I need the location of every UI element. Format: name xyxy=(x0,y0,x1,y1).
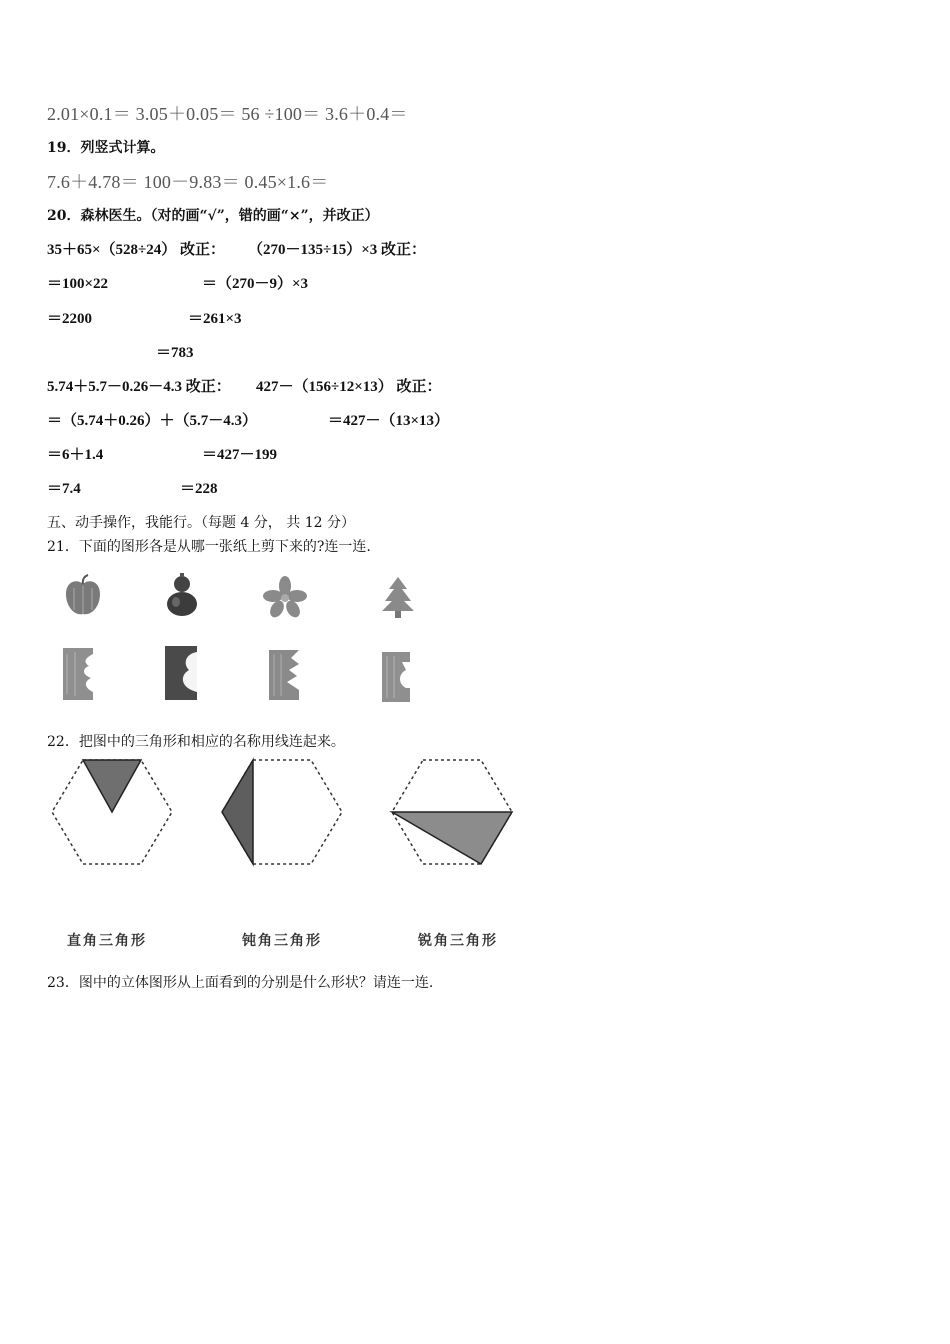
gourd-icon xyxy=(162,572,202,620)
section5-title: 五、动手操作，我能行。（每题 4 分， 共 12 分） xyxy=(47,515,355,531)
hexagon-figure-2 xyxy=(220,758,344,866)
q19-row: 7.6＋4.78＝ 100－9.83＝ 0.45×1.6＝ xyxy=(47,172,329,192)
q20-p4-line2: ＝427－199 xyxy=(202,447,278,463)
q21-title: 21．下面的图形各是从哪一张纸上剪下来的?连一连. xyxy=(47,539,371,555)
q20-p1-line1: ＝100×22 xyxy=(47,276,109,292)
label-acute-triangle: 锐角三角形 xyxy=(418,933,498,949)
label-obtuse-triangle: 钝角三角形 xyxy=(242,933,322,949)
q20-p3-line3: ＝7.4 xyxy=(47,481,81,497)
q23-title: 23．图中的立体图形从上面看到的分别是什么形状？请连一连. xyxy=(47,975,434,991)
q20-p4-line3: ＝228 xyxy=(180,481,218,497)
tree-icon xyxy=(378,575,418,619)
q20-p3-line0: 5.74＋5.7－0.26－4.3 改正： xyxy=(47,379,231,395)
q20-p1-line0: 35＋65×（528÷24） 改正： xyxy=(47,242,226,258)
label-right-triangle: 直角三角形 xyxy=(67,933,147,949)
hexagon-figure-1 xyxy=(50,758,174,866)
q19-title: 19．列竖式计算。 xyxy=(47,140,165,156)
q22-title: 22．把图中的三角形和相应的名称用线连起来。 xyxy=(47,734,345,750)
q20-p4-line1: ＝427－（13×13） xyxy=(328,413,450,429)
paper-2 xyxy=(165,646,199,700)
calc-row-1: 2.01×0.1＝ 3.05＋0.05＝ 56 ÷100＝ 3.6＋0.4＝ xyxy=(47,104,408,124)
paper-1 xyxy=(63,648,95,700)
paper-3 xyxy=(269,650,301,700)
q20-p2-line1: ＝（270－9）×3 xyxy=(202,276,309,292)
apple-icon xyxy=(60,574,106,620)
paper-4 xyxy=(382,652,412,702)
q20-p4-line0: 427－（156÷12×13） 改正： xyxy=(256,379,442,395)
q20-p2-line2: ＝261×3 xyxy=(188,311,242,327)
q20-p3-line2: ＝6＋1.4 xyxy=(47,447,104,463)
q20-title: 20．森林医生。（对的画“√”，错的画“×”，并改正） xyxy=(47,208,379,224)
q20-p2-line0: （270－135÷15）×3 改正： xyxy=(248,242,427,258)
q20-p1-line2: ＝2200 xyxy=(47,311,93,327)
hexagon-figure-3 xyxy=(390,758,514,866)
q20-p2-line3: ＝783 xyxy=(156,345,194,361)
q20-p3-line1: ＝（5.74＋0.26）＋（5.7－4.3） xyxy=(47,413,258,429)
flower-icon xyxy=(263,576,307,618)
